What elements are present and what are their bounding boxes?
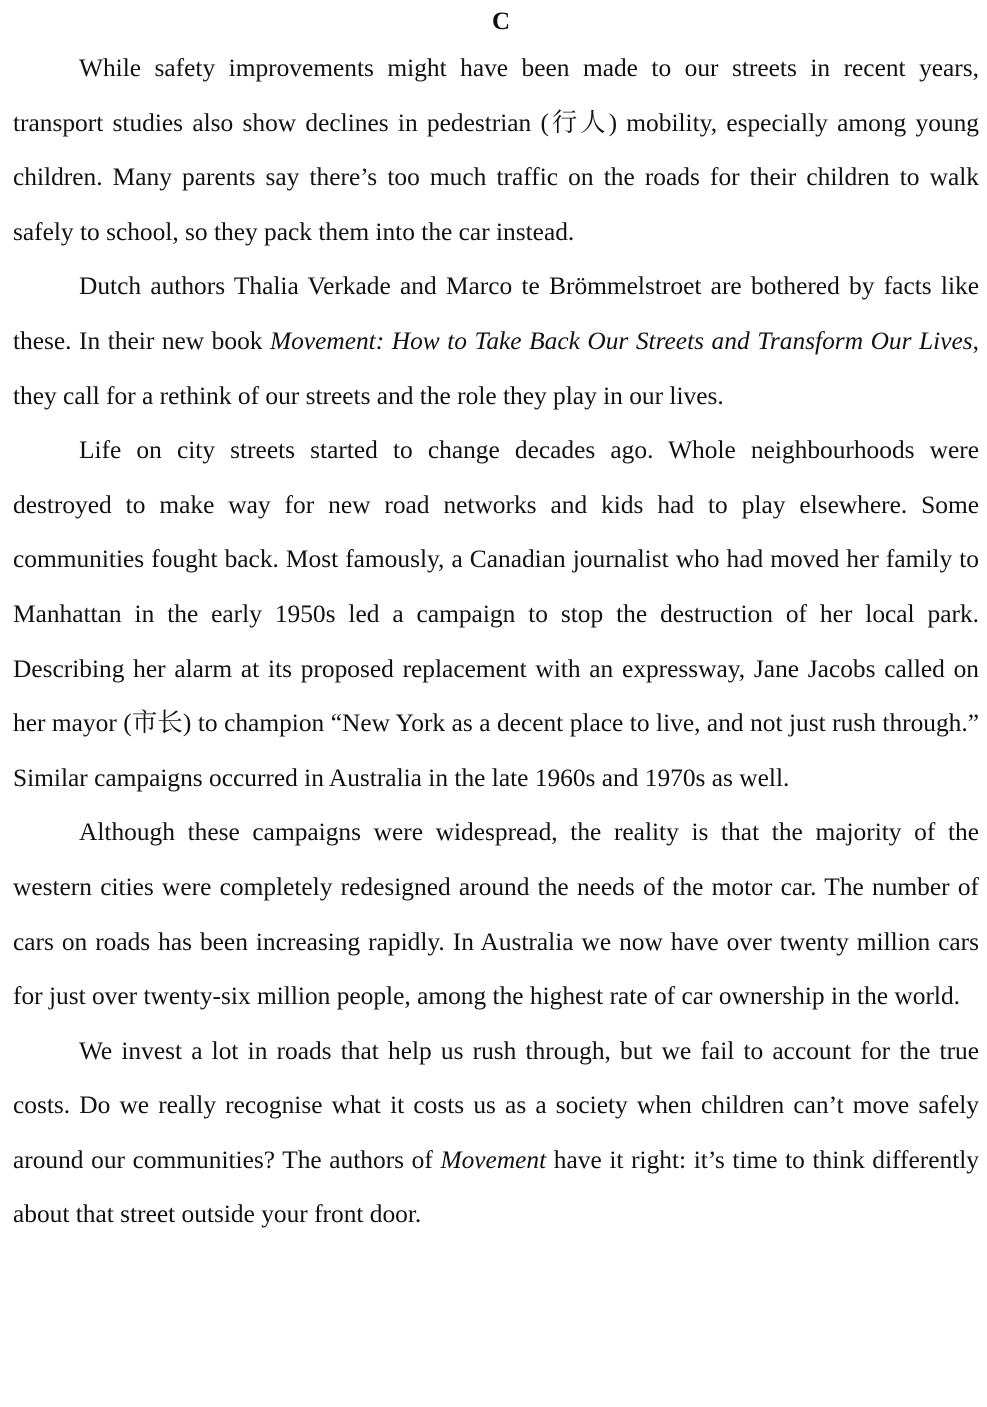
paragraph-5-after: have it right: it’s time to think differently about that street outside your front door. bbox=[13, 1145, 980, 1229]
paragraph-3: Life on city streets started to change decades ago. Whole neighbourhoods were destroyed to make way for new road networks and kids had to play elsewhere. Some communities fought back. Most famously, a Canadian journalist who had moved her family to Manhattan in the early 1950s led a campaign to stop the destruction of her local park. Describing her alarm at its proposed replacement with an expressway, Jane Jacobs called on her mayor (市长) to champion “New York as a decent place to live, and not just rush through.” Similar campaigns occurred in Australia in the late 1960s and 1970s as well. bbox=[13, 436, 979, 792]
paragraph-4: Although these campaigns were widespread, the reality is that the majority of the western cities were completely redesigned around the needs of the motor car. The number of cars on roads has been increasing rapidly. In Australia we now have over twenty million cars for just over twenty-six million people, among the highest rate of car ownership in the world. bbox=[13, 818, 979, 1011]
paragraph-2 bbox=[13, 259, 979, 423]
book-title: Movement: How to Take Back Our Streets and Transform Our Lives bbox=[270, 326, 973, 355]
paragraph-5-before: We invest a lot in roads that help us rush through, but we fail to account for the true costs. Do we really recognise what it costs us as a society when children can’t move safely around our communities? The authors of bbox=[13, 1036, 979, 1174]
paragraph-5 bbox=[13, 1024, 979, 1242]
paragraph-2-before: Dutch authors Thalia Verkade and Marco te Brömmelstroet are bothered by facts like these. In their new book bbox=[13, 272, 979, 355]
paragraph-2-after: , they call for a rethink of our streets and the role they play in our lives. bbox=[13, 326, 979, 410]
paragraph-1: While safety improvements might have been made to our streets in recent years, transport studies also show declines in pedestrian (行人) mobility, especially among young children. Many parents say there’s too much traffic on the roads for their children to walk safely to school, so they pack them into the car instead. bbox=[13, 54, 979, 246]
book-title-short: Movement bbox=[440, 1145, 547, 1174]
section-heading: C bbox=[491, 8, 511, 35]
